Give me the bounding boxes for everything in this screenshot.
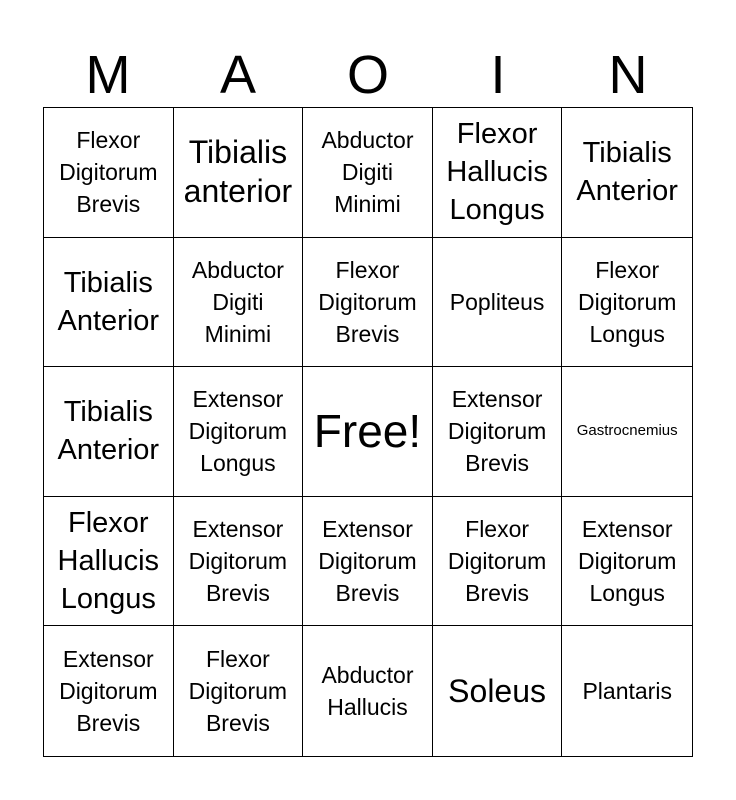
bingo-cell[interactable]	[433, 108, 563, 238]
bingo-cell[interactable]	[44, 238, 174, 368]
cell-label: Flexor Hallucis Longus	[446, 118, 548, 227]
bingo-cell[interactable]	[174, 497, 304, 627]
cell-label: Abductor Digiti Minimi	[321, 127, 414, 218]
bingo-cell[interactable]	[174, 238, 304, 368]
bingo-cell[interactable]	[562, 367, 692, 497]
bingo-cell[interactable]	[44, 108, 174, 238]
cell-label: Plantaris	[582, 678, 672, 705]
cell-label: Extensor Digitorum Brevis	[188, 516, 288, 607]
bingo-header	[43, 44, 693, 106]
cell-label: Flexor Hallucis Longus	[57, 507, 160, 616]
bingo-cell[interactable]	[562, 238, 692, 368]
bingo-cell[interactable]	[303, 108, 433, 238]
bingo-cell[interactable]	[44, 367, 174, 497]
bingo-board	[43, 107, 693, 757]
cell-label: Flexor Digitorum Brevis	[188, 646, 288, 737]
cell-label: Abductor Hallucis	[321, 662, 414, 721]
free-space-label: Free!	[313, 405, 422, 458]
cell-label: Flexor Digitorum Longus	[577, 256, 677, 347]
cell-label: Extensor Digitorum Brevis	[447, 386, 547, 477]
bingo-cell[interactable]	[562, 626, 692, 756]
cell-label: Extensor Digitorum Longus	[577, 516, 677, 607]
bingo-cell[interactable]	[174, 626, 304, 756]
cell-label: Soleus	[448, 672, 547, 709]
bingo-cell[interactable]	[433, 238, 563, 368]
cell-label: Extensor Digitorum Brevis	[318, 516, 417, 607]
cell-label: Tibialis Anterior	[57, 396, 160, 467]
cell-label: Flexor Digitorum Brevis	[318, 256, 417, 347]
free-space-cell[interactable]	[303, 367, 433, 497]
cell-label: Tibialis Anterior	[576, 137, 678, 208]
header-letter-a: A	[219, 45, 257, 105]
header-letter-i: I	[490, 45, 506, 105]
bingo-cell[interactable]	[303, 238, 433, 368]
bingo-cell[interactable]	[303, 626, 433, 756]
bingo-cell[interactable]	[562, 108, 692, 238]
header-letter-o: O	[346, 45, 389, 105]
bingo-cell[interactable]	[174, 367, 304, 497]
cell-label: Tibialis anterior	[183, 134, 293, 210]
cell-label: Extensor Digitorum Brevis	[59, 646, 158, 737]
cell-label: Popliteus	[449, 288, 545, 315]
header-letter-m: M	[85, 45, 131, 105]
bingo-cell[interactable]	[44, 497, 174, 627]
cell-label: Abductor Digiti Minimi	[191, 256, 284, 347]
cell-label: Extensor Digitorum Longus	[188, 386, 288, 477]
bingo-cell[interactable]	[174, 108, 304, 238]
bingo-cell[interactable]	[44, 626, 174, 756]
header-letter-n: N	[608, 45, 648, 105]
bingo-cell[interactable]	[303, 497, 433, 627]
bingo-cell[interactable]	[562, 497, 692, 627]
cell-label: Flexor Digitorum Brevis	[447, 516, 547, 607]
cell-label: Gastrocnemius	[576, 422, 678, 440]
bingo-cell[interactable]	[433, 497, 563, 627]
bingo-cell[interactable]	[433, 367, 563, 497]
cell-label: Tibialis Anterior	[57, 266, 160, 337]
bingo-cell[interactable]	[433, 626, 563, 756]
cell-label: Flexor Digitorum Brevis	[59, 127, 158, 218]
